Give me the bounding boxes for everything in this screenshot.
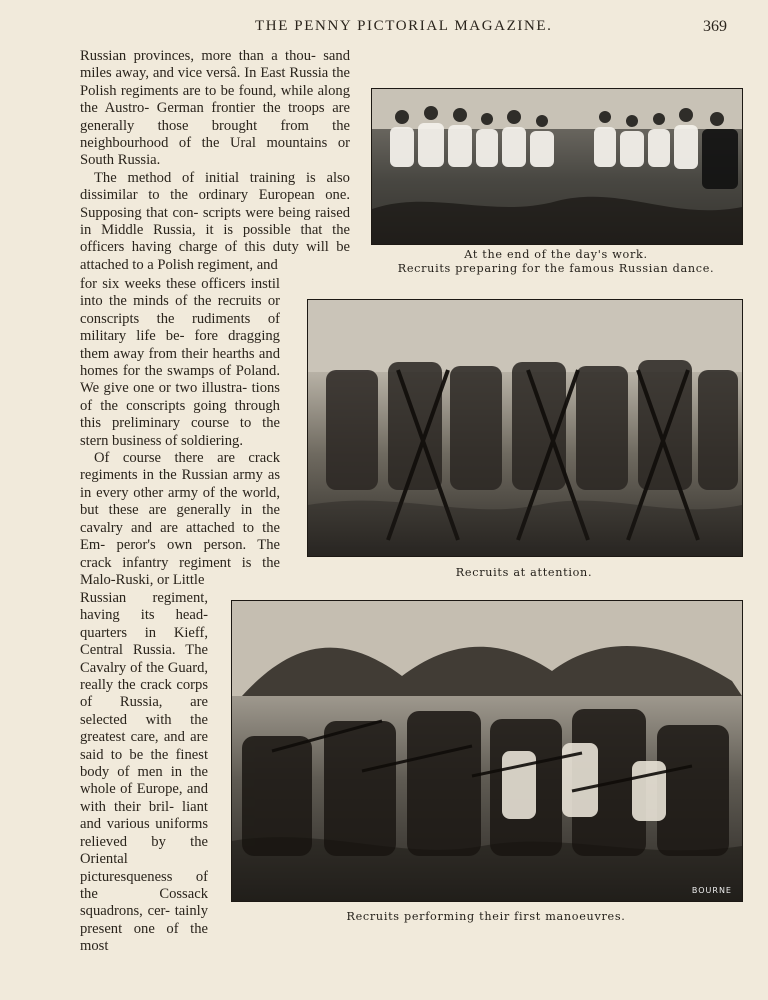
- text-line: greatest care, and: [80, 729, 185, 746]
- text-line: having its head-: [80, 607, 208, 624]
- text-line: Guard, really the: [80, 659, 209, 694]
- text-line: from their hearths and homes: [80, 345, 280, 380]
- text-line: peror's own person. The: [116, 537, 280, 554]
- paragraph-3: [80, 450, 280, 589]
- photo-recruits-resting: [371, 88, 743, 245]
- photo-3-illustration: [232, 601, 742, 901]
- text-line: Central Russia.: [80, 642, 176, 659]
- caption-figure-1: [371, 248, 741, 276]
- text-line: quarters in Kieff,: [80, 624, 208, 641]
- text-line: selected with the: [80, 711, 208, 728]
- text-line: generally in the cavalry and: [80, 502, 280, 536]
- text-line: The method of initial training is: [94, 169, 316, 186]
- text-line: for six weeks these officers: [80, 276, 246, 292]
- text-line: neighbourhood of the Ural mountains: [80, 135, 328, 152]
- text-line: of the world, but these are: [80, 484, 280, 519]
- text-line: are said to be: [80, 729, 208, 763]
- text-line: the finest body of: [80, 746, 208, 781]
- text-line: are attached to the Em-: [80, 519, 280, 554]
- text-line: tions of the conscripts going: [80, 380, 280, 414]
- article-column-bottom: [80, 590, 208, 956]
- text-line: crack corps of: [80, 677, 208, 711]
- text-line: attached to a Polish regiment, and: [80, 256, 278, 273]
- text-line: sand miles away, and vice versâ. In: [80, 48, 350, 82]
- text-line: European one. Supposing that con-: [80, 187, 350, 221]
- text-line: East Russia the Polish regiments are: [80, 65, 350, 99]
- article-column-middle: [80, 276, 280, 589]
- page-number: 369: [703, 18, 727, 35]
- text-line: picturesqueness: [80, 868, 173, 885]
- page-header: [0, 18, 768, 42]
- text-line: uniforms relieved: [80, 816, 208, 850]
- text-line: German frontier the troops are: [156, 100, 351, 117]
- text-line: tainly present one: [80, 903, 208, 937]
- text-line: by the Oriental: [80, 833, 208, 868]
- text-line: Russia, it is possible that the officers: [80, 222, 350, 256]
- text-line: scripts were being raised in Middle: [80, 204, 350, 239]
- paragraph-1: [80, 48, 350, 170]
- text-line: instil into the minds of the: [80, 276, 280, 310]
- text-line: The Cavalry of the: [80, 642, 208, 676]
- photo-recruits-attention: [307, 299, 743, 557]
- text-line: course to the stern business: [80, 415, 280, 449]
- article-column-top: [80, 48, 350, 274]
- caption-line: Recruits preparing for the famous Russian dance.: [397, 262, 715, 275]
- photo-1-illustration: [372, 89, 742, 244]
- text-line: liant and various: [80, 798, 208, 833]
- photo-2-illustration: [308, 300, 742, 556]
- text-line: Russia, are: [119, 694, 208, 711]
- text-line: rudiments of military life be-: [80, 310, 280, 345]
- caption-line: Recruits performing their first manoeuvres.: [346, 910, 626, 923]
- text-line: men in the whole: [80, 764, 209, 798]
- paragraph-3-continued: [80, 590, 208, 956]
- text-line: Russian provinces, more than a thou-: [80, 48, 316, 64]
- text-line: with their bril-: [80, 798, 174, 815]
- text-line: We give one or two illustra-: [80, 380, 248, 397]
- text-line: squadrons, cer-: [80, 903, 170, 920]
- caption-line: Recruits at attention.: [455, 566, 593, 579]
- paragraph-2-continued: [80, 276, 280, 450]
- photo-recruits-manoeuvres: [231, 600, 743, 902]
- text-line: to be found, while along the Austro-: [80, 82, 350, 117]
- running-title: THE PENNY PICTORIAL MAGAZINE.: [255, 18, 553, 34]
- text-line: Of course there are crack: [94, 450, 280, 467]
- text-line: recruits or conscripts the: [80, 293, 280, 327]
- text-line: regiments in the Russian: [80, 467, 228, 484]
- caption-figure-3: [231, 910, 741, 924]
- text-line: of Europe, and: [120, 781, 208, 798]
- text-line: generally those brought from the: [80, 117, 350, 134]
- text-line: of the Cossack: [80, 868, 208, 902]
- text-line: army as in every other army: [80, 467, 280, 501]
- photographer-signature: BOURNE: [691, 886, 732, 895]
- text-line: for the swamps of Poland.: [122, 363, 280, 380]
- text-line: having charge of this duty will be: [131, 239, 350, 256]
- text-line: Russian regiment,: [80, 590, 208, 606]
- text-line: or South Russia.: [80, 135, 350, 169]
- caption-line: At the end of the day's work.: [464, 248, 648, 261]
- text-line: through this preliminary: [80, 397, 280, 432]
- paragraph-2: [80, 170, 350, 274]
- text-line: of the most: [80, 920, 208, 955]
- text-line: also dissimilar to the ordinary: [80, 169, 350, 204]
- text-line: fore dragging them away: [80, 328, 280, 362]
- caption-figure-2: [307, 566, 741, 580]
- text-line: crack infantry regiment is: [80, 554, 252, 571]
- text-line: of soldiering.: [165, 432, 243, 449]
- text-line: the Malo-Ruski, or Little: [80, 554, 280, 588]
